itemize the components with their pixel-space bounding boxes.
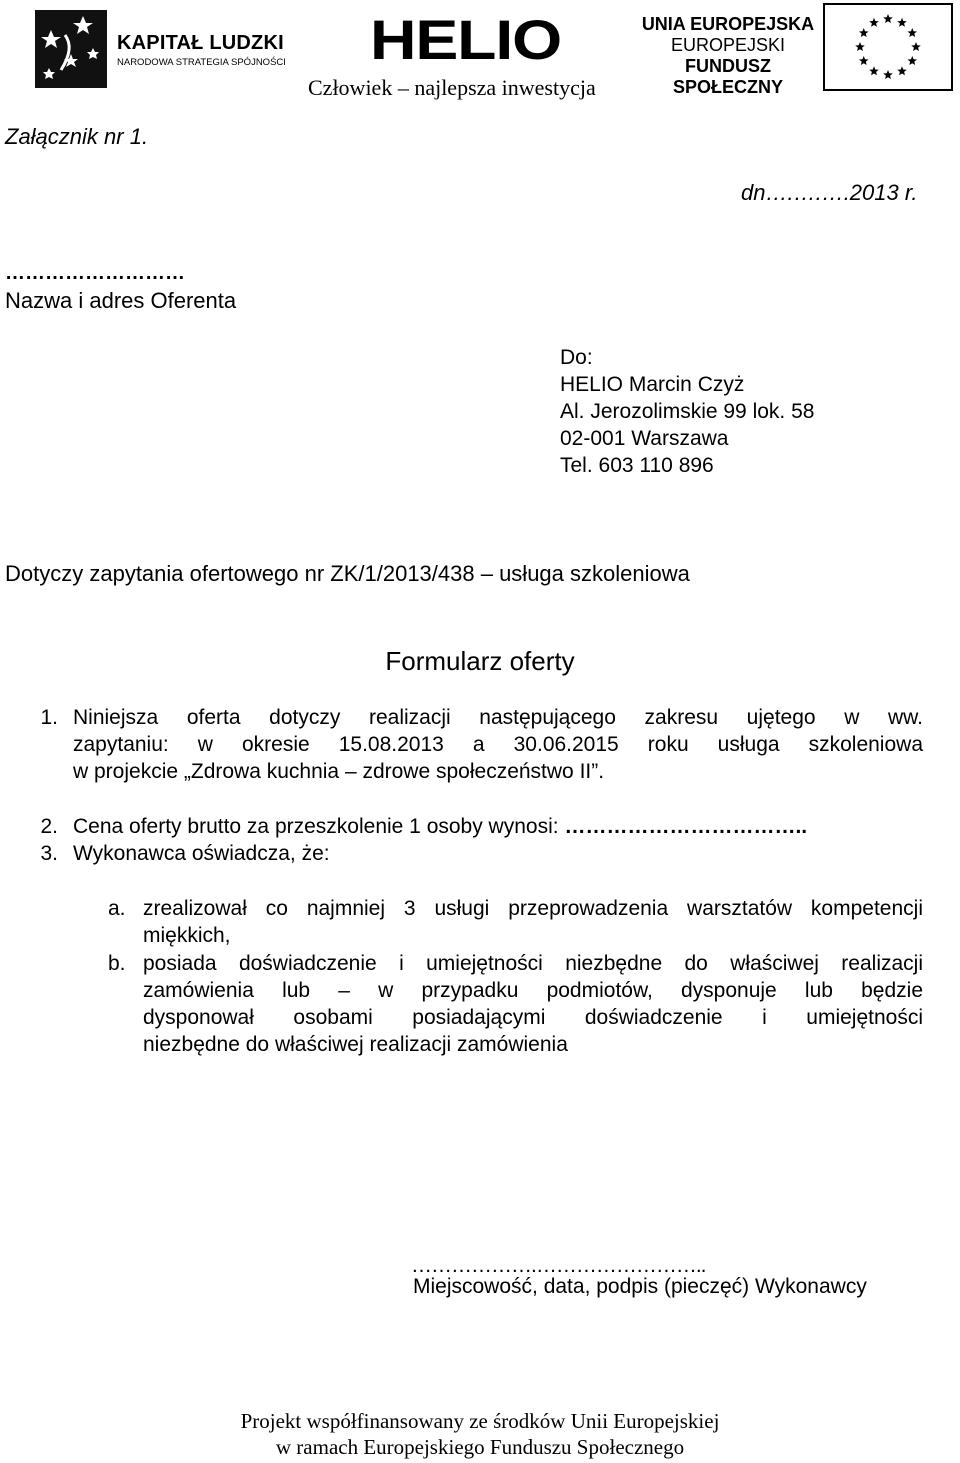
motto: Człowiek – najlepsza inwestycja [308, 75, 596, 100]
signature-label: Miejscowość, data, podpis (pieczęć) Wykonawcy [413, 1275, 867, 1298]
subject-line: Dotyczy zapytania ofertowego nr ZK/1/2013/438 – usługa szkoleniowa [5, 561, 690, 586]
item-a-letter: a. [108, 897, 126, 920]
offeror-placeholder: ……………………… [5, 262, 185, 284]
item-2-label: Cena oferty brutto za przeszkolenie 1 osoby wynosi: [73, 815, 559, 838]
annex-label: Załącznik nr 1. [5, 124, 149, 149]
addressee-phone: Tel. 603 110 896 [560, 454, 714, 477]
item-a-line-1: zrealizował co najmniej 3 usługi przeprowadzenia warsztatów kompetencji [143, 897, 923, 920]
item-2-number: 2. [40, 815, 58, 838]
ue-logo-line2: EUROPEJSKI [670, 35, 786, 55]
kapital-ludzki-logo [35, 10, 286, 88]
item-b-line-1: posiada doświadczenie i umiejętności niezbędne do właściwej realizacji [143, 952, 923, 975]
kapital-ludzki-star-icon [35, 10, 107, 88]
addressee-city: 02-001 Warszawa [560, 427, 729, 450]
footer-line-2: w ramach Europejskiego Funduszu Społecznego [275, 1435, 685, 1459]
item-1-line-1: Niniejsza oferta dotyczy realizacji następującego zakresu ujętego w ww. [73, 706, 923, 729]
item-3-number: 3. [40, 842, 58, 865]
kapital-ludzki-name: KAPITAŁ LUDZKI [117, 32, 284, 54]
item-a-line-2: miękkich, [143, 924, 231, 947]
addressee-to: Do: [560, 346, 593, 369]
item-b-text [143, 950, 923, 1058]
kapital-ludzki-subtitle: NARODOWA STRATEGIA SPÓJNOŚCI [117, 57, 286, 68]
item-1-line-3: w projekcie „Zdrowa kuchnia – zdrowe społeczeństwo II”. [73, 760, 605, 783]
addressee-name: HELIO Marcin Czyż [560, 373, 745, 396]
item-a-text [143, 895, 923, 949]
signature-placeholder: ……………….…………………….. [411, 1254, 706, 1277]
footer [0, 1408, 960, 1460]
item-1-text [73, 704, 923, 785]
date-line: dn….….….2013 r. [741, 180, 918, 205]
item-1-number: 1. [40, 706, 58, 729]
ue-logo-line1: UNIA EUROPEJSKA [641, 14, 815, 34]
item-b-line-2: zamówienia lub – w przypadku podmiotów, dysponuje lub będzie [143, 979, 923, 1002]
addressee-block [560, 344, 814, 479]
eu-flag-icon [823, 3, 953, 91]
footer-line-1: Projekt współfinansowany ze środków Unii Europejskiej [240, 1409, 720, 1433]
item-b-letter: b. [108, 952, 126, 975]
item-3-text: Wykonawca oświadcza, że: [73, 842, 330, 865]
item-b-line-3: dysponował osobami posiadającymi doświadczenie i umiejętności [143, 1006, 923, 1029]
item-b-line-4: niezbędne do właściwej realizacji zamówienia [143, 1033, 568, 1056]
form-title: Formularz oferty [385, 646, 575, 676]
item-1-line-2: zapytaniu: w okresie 15.08.2013 a 30.06.2015 roku usługa szkoleniowa [73, 733, 923, 756]
addressee-street: Al. Jerozolimskie 99 lok. 58 [560, 400, 815, 423]
item-2-price-placeholder: …………………………….. [564, 815, 808, 838]
ue-logo-line3: FUNDUSZ SPOŁECZNY [672, 56, 783, 97]
item-2-text [73, 813, 807, 840]
helio-logo: HELIO [370, 8, 562, 71]
offeror-label: Nazwa i adres Oferenta [5, 288, 237, 313]
ue-logo-text [638, 14, 818, 98]
